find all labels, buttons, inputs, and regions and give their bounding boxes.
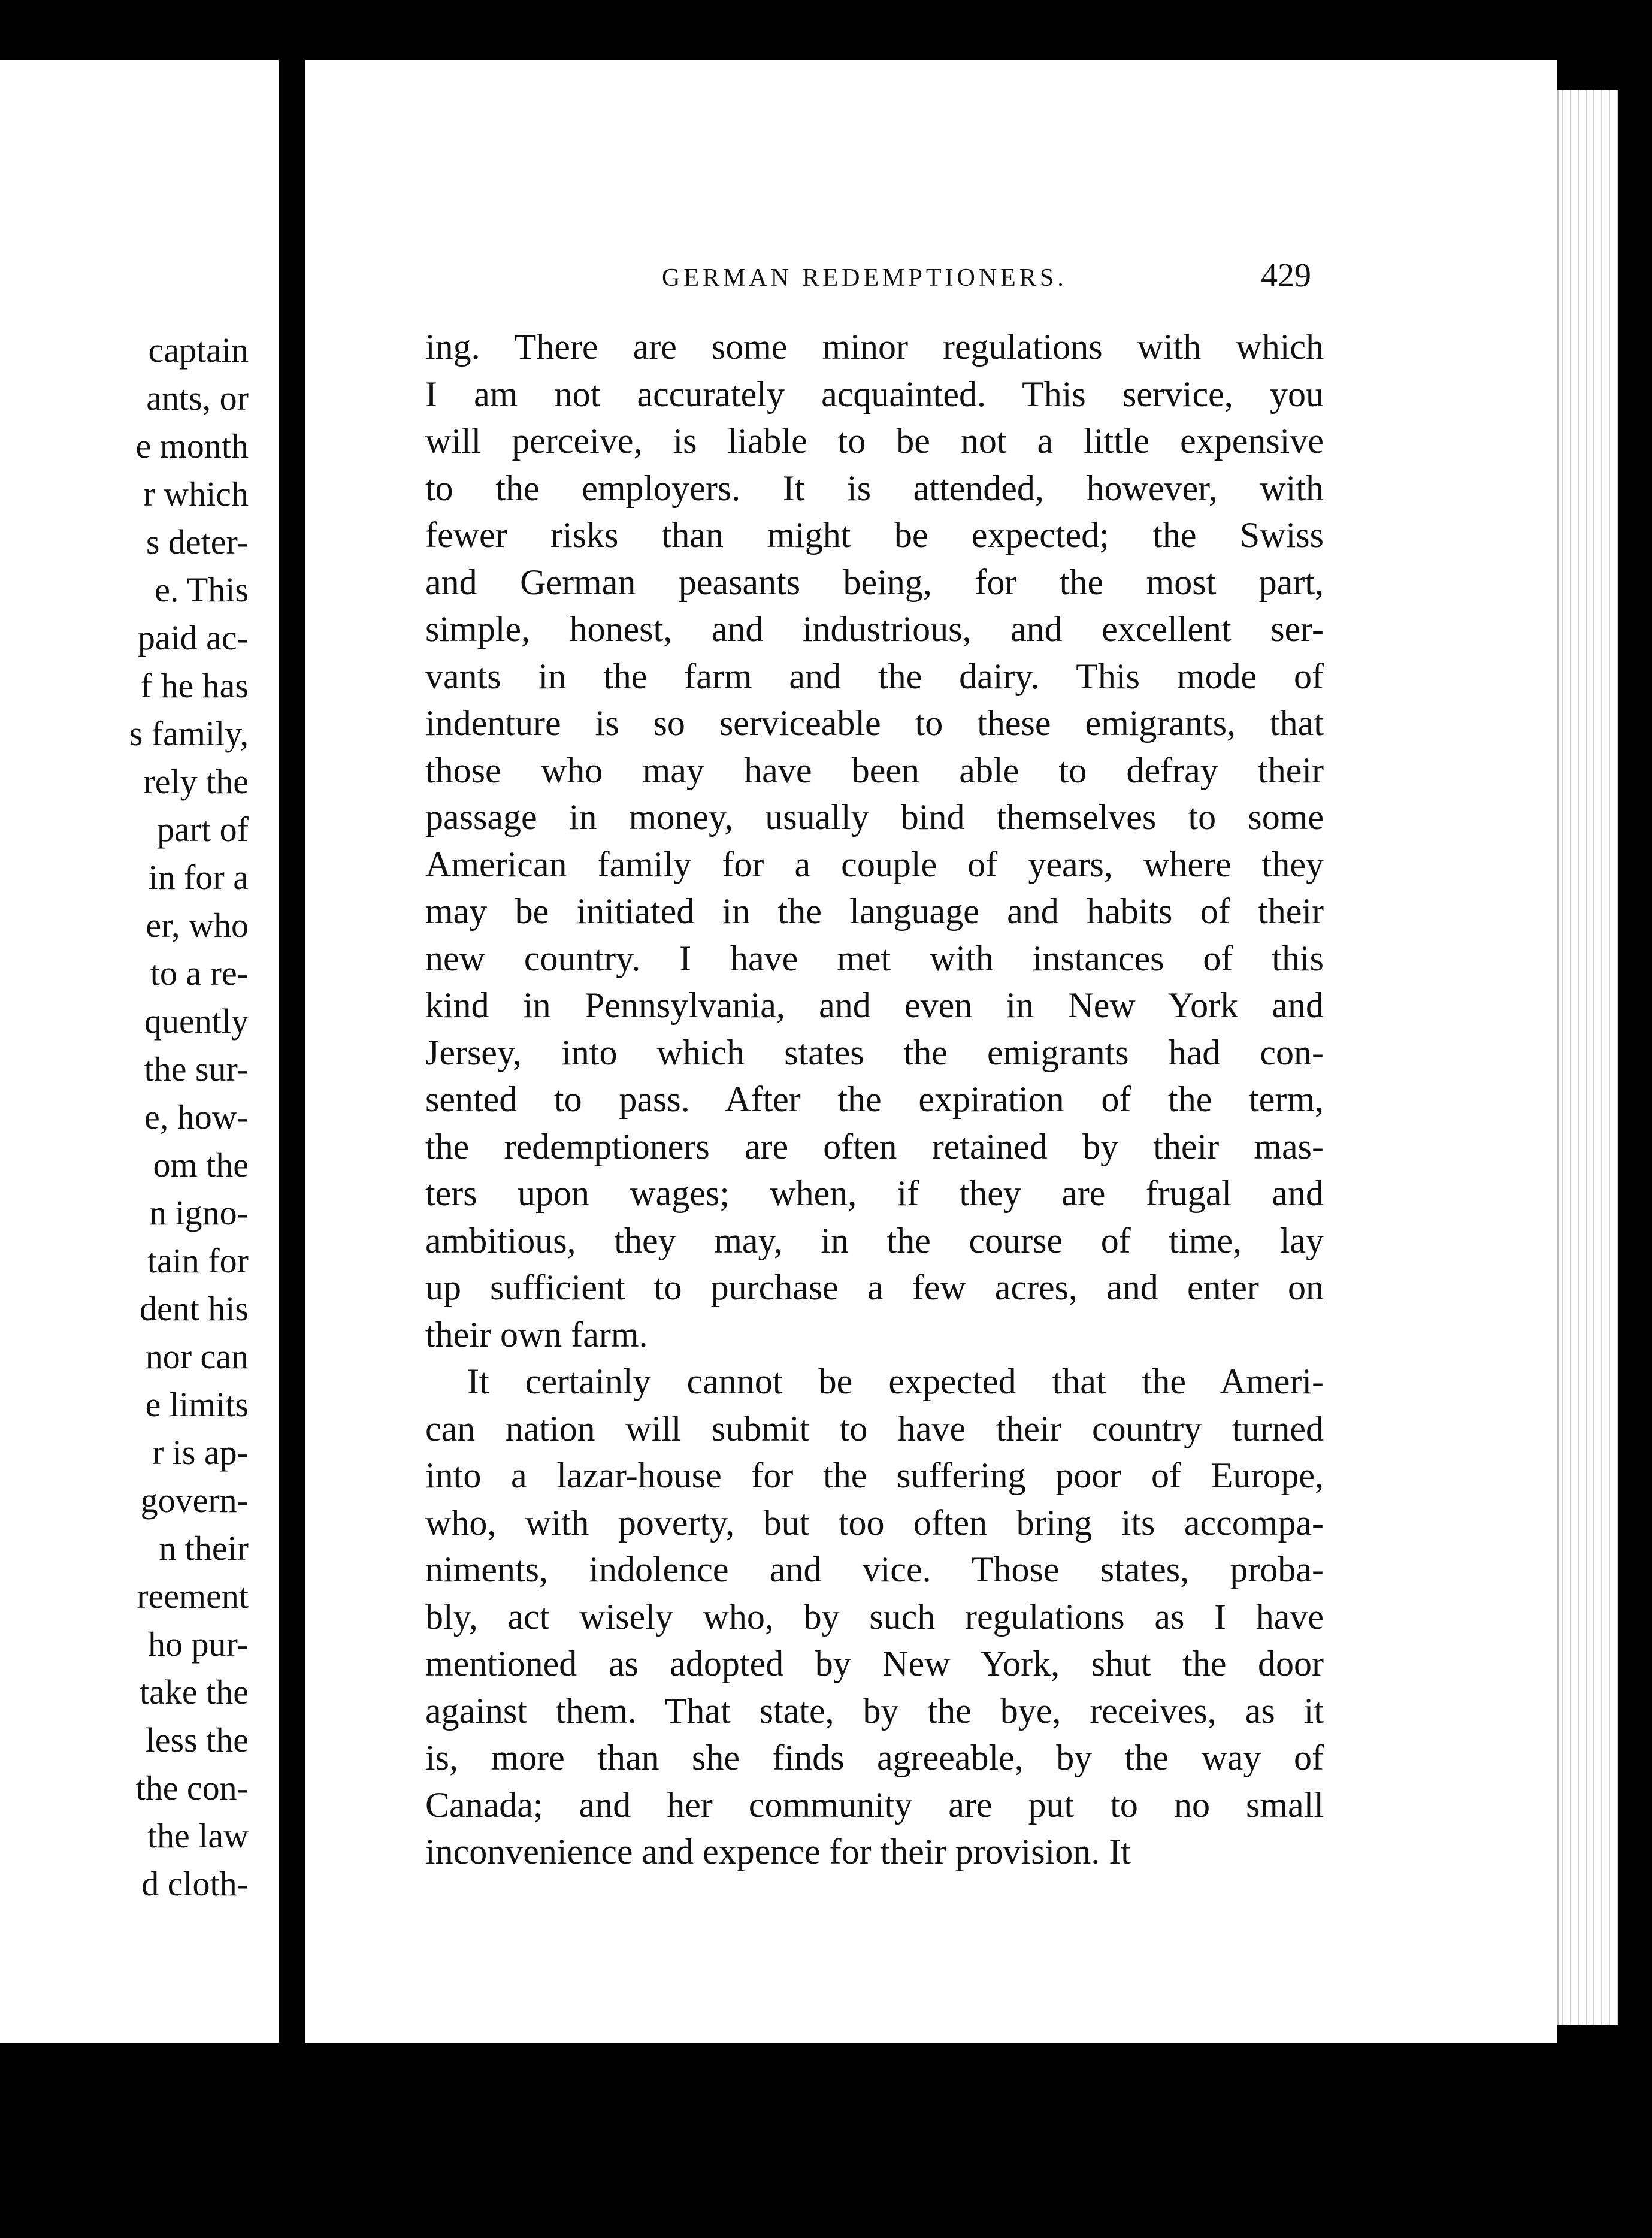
- text-line: ters upon wages; when, if they are frugal and: [425, 1174, 1324, 1213]
- left-page-line: n igno-: [149, 1193, 249, 1232]
- left-page-line: the con-: [135, 1768, 249, 1807]
- text-line: will perceive, is liable to be not a little expensive: [425, 421, 1324, 461]
- body-text: [425, 323, 1324, 1876]
- left-page-line: e month: [135, 427, 249, 465]
- text-line: is, more than she finds agreeable, by the way of: [425, 1738, 1324, 1777]
- left-page-line: captain: [148, 331, 249, 370]
- left-page-line: the law: [147, 1816, 249, 1855]
- text-line: ing. There are some minor regulations with which: [425, 327, 1324, 367]
- left-page-line: part of: [157, 810, 249, 849]
- left-page-line: ho pur-: [148, 1625, 249, 1664]
- paragraph-1: [425, 323, 1324, 1358]
- text-line: who, with poverty, but too often bring its accompa-: [425, 1502, 1324, 1543]
- left-page-line: govern-: [140, 1481, 249, 1520]
- text-line: fewer risks than might be expected; the Swiss: [425, 515, 1324, 555]
- left-page-line: e, how-: [144, 1097, 249, 1136]
- left-page-line: e limits: [145, 1385, 249, 1424]
- book-gutter: [279, 0, 305, 2238]
- text-line: ambitious, they may, in the course of time, lay: [425, 1220, 1324, 1260]
- text-line: into a lazar-house for the suffering poor of Europe,: [425, 1456, 1324, 1495]
- text-line: may be initiated in the language and habits of their: [425, 891, 1324, 931]
- left-page-line: quently: [144, 1002, 249, 1041]
- text-line: sented to pass. After the expiration of the term,: [425, 1079, 1324, 1119]
- left-page-line: paid ac-: [137, 618, 249, 657]
- text-line: up sufficient to purchase a few acres, and enter on: [425, 1268, 1324, 1307]
- left-page-line: n their: [159, 1529, 249, 1568]
- page-number: 429: [1261, 257, 1311, 294]
- text-line: American family for a couple of years, where they: [425, 844, 1324, 884]
- left-page-line: d cloth-: [141, 1864, 249, 1903]
- text-line: vants in the farm and the dairy. This mode of: [425, 656, 1324, 696]
- text-line: simple, honest, and industrious, and excellent ser-: [425, 609, 1324, 649]
- left-page-line: dent his: [139, 1289, 249, 1328]
- left-page-line: rely the: [143, 762, 249, 801]
- left-page-line: to a re-: [150, 954, 249, 993]
- left-page-line: tain for: [147, 1241, 249, 1280]
- paragraph-2: [425, 1358, 1324, 1876]
- left-page-line: reement: [137, 1577, 249, 1616]
- text-line: inconvenience and expence for their provision. It: [425, 1832, 1131, 1871]
- text-line: can nation will submit to have their country turned: [425, 1408, 1324, 1448]
- text-line: kind in Pennsylvania, and even in New York and: [425, 985, 1324, 1025]
- text-line: and German peasants being, for the most part,: [425, 562, 1324, 602]
- text-line: indenture is so serviceable to these emigrants, that: [425, 703, 1324, 743]
- left-page: [0, 60, 279, 2043]
- left-page-line: the sur-: [144, 1050, 249, 1088]
- text-line: Canada; and her community are put to no small: [425, 1785, 1324, 1825]
- left-page-line: r is ap-: [152, 1433, 249, 1472]
- text-line: against them. That state, by the bye, receives, as it: [425, 1690, 1324, 1731]
- text-line: to the employers. It is attended, however, with: [425, 468, 1324, 508]
- text-line: mentioned as adopted by New York, shut the door: [425, 1644, 1324, 1683]
- text-line: bly, act wisely who, by such regulations as I have: [425, 1596, 1324, 1637]
- left-page-line: f he has: [140, 666, 249, 705]
- left-page-line: nor can: [145, 1337, 249, 1376]
- page-edges: [1557, 90, 1618, 2025]
- running-head: GERMAN REDEMPTIONERS.: [662, 264, 1067, 292]
- text-line: Jersey, into which states the emigrants had con-: [425, 1032, 1324, 1072]
- left-page-line: om the: [153, 1145, 249, 1184]
- text-line: those who may have been able to defray their: [425, 750, 1324, 790]
- left-page-line: in for a: [148, 858, 249, 897]
- left-page-line: less the: [145, 1720, 249, 1759]
- text-line: new country. I have met with instances of this: [425, 938, 1324, 978]
- left-page-line: e. This: [155, 570, 249, 609]
- text-line: I am not accurately acquainted. This service, you: [425, 374, 1324, 414]
- left-page-line: take the: [140, 1673, 249, 1711]
- text-line: their own farm.: [425, 1314, 648, 1354]
- left-page-text-fragments: [129, 326, 249, 1908]
- text-line: the redemptioners are often retained by their mas-: [425, 1126, 1324, 1166]
- text-line: niments, indolence and vice. Those states, proba-: [425, 1550, 1324, 1589]
- left-page-line: er, who: [146, 906, 249, 945]
- text-line: It certainly cannot be expected that the Ameri-: [467, 1362, 1324, 1401]
- left-page-line: r which: [143, 474, 249, 513]
- left-page-line: ants, or: [146, 379, 249, 418]
- left-page-line: s family,: [129, 714, 249, 753]
- left-page-line: s deter-: [146, 522, 249, 561]
- text-line: passage in money, usually bind themselves to some: [425, 797, 1324, 837]
